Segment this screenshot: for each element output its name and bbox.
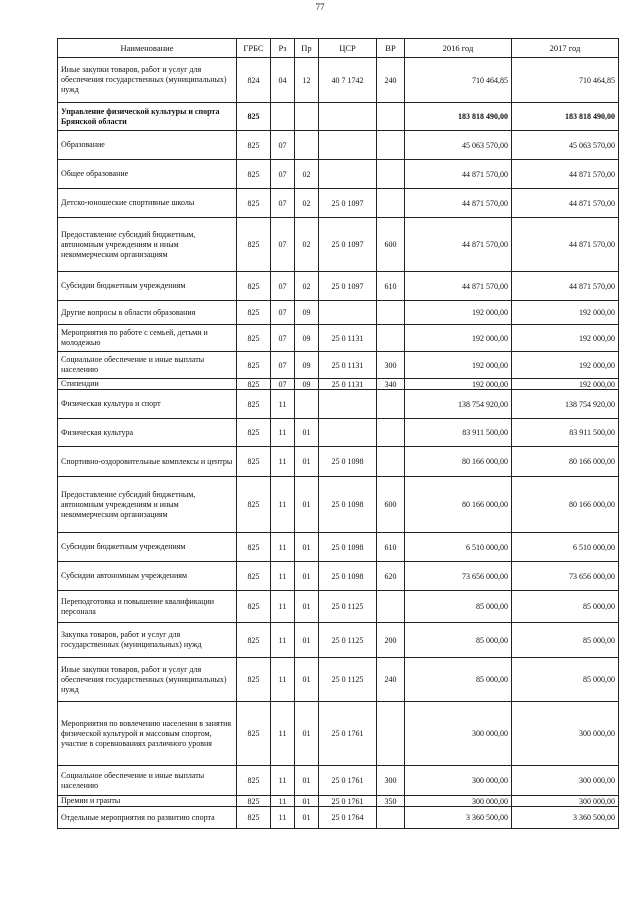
row-csr-cell: 25 0 1125 — [319, 658, 377, 702]
row-2017-cell: 73 656 000,00 — [512, 562, 619, 591]
row-2017-cell: 85 000,00 — [512, 591, 619, 623]
row-grbs-cell: 825 — [237, 160, 271, 189]
row-vr-cell — [377, 702, 405, 766]
row-rz-cell: 11 — [271, 807, 295, 829]
row-pr-cell: 01 — [295, 766, 319, 796]
row-vr-cell: 600 — [377, 477, 405, 533]
row-pr-cell: 01 — [295, 807, 319, 829]
table-row — [58, 562, 619, 591]
table-row — [58, 807, 619, 829]
row-rz-cell: 07 — [271, 301, 295, 325]
row-2017-cell: 80 166 000,00 — [512, 477, 619, 533]
row-csr-cell: 25 0 1125 — [319, 591, 377, 623]
row-2016-cell: 300 000,00 — [405, 766, 512, 796]
table-row — [58, 477, 619, 533]
row-pr-cell: 01 — [295, 562, 319, 591]
row-name-cell: Субсидии бюджетным учреждениям — [58, 533, 237, 562]
row-rz-cell: 07 — [271, 160, 295, 189]
row-pr-cell: 01 — [295, 658, 319, 702]
row-grbs-cell: 825 — [237, 131, 271, 160]
row-rz-cell: 07 — [271, 352, 295, 379]
row-name-cell: Стипендии — [58, 379, 237, 390]
row-pr-cell: 01 — [295, 447, 319, 477]
row-vr-cell — [377, 419, 405, 447]
table-row — [58, 103, 619, 131]
row-2016-cell: 183 818 490,00 — [405, 103, 512, 131]
table-row — [58, 533, 619, 562]
row-pr-cell: 02 — [295, 272, 319, 301]
budget-table — [57, 38, 619, 829]
row-vr-cell: 300 — [377, 766, 405, 796]
row-name-cell: Общее образование — [58, 160, 237, 189]
row-2017-cell: 80 166 000,00 — [512, 447, 619, 477]
row-pr-cell: 02 — [295, 160, 319, 189]
row-grbs-cell: 825 — [237, 103, 271, 131]
row-vr-cell — [377, 189, 405, 218]
row-2016-cell: 192 000,00 — [405, 301, 512, 325]
row-name-cell: Иные закупки товаров, работ и услуг для обеспечения государственных (муниципальных) нужд — [58, 658, 237, 702]
row-2017-cell: 183 818 490,00 — [512, 103, 619, 131]
row-grbs-cell: 825 — [237, 379, 271, 390]
row-grbs-cell: 825 — [237, 218, 271, 272]
row-vr-cell — [377, 807, 405, 829]
row-rz-cell: 11 — [271, 591, 295, 623]
row-vr-cell — [377, 591, 405, 623]
row-vr-cell: 300 — [377, 352, 405, 379]
row-pr-cell: 01 — [295, 702, 319, 766]
row-grbs-cell: 825 — [237, 390, 271, 419]
row-2016-cell: 85 000,00 — [405, 623, 512, 658]
table-row — [58, 623, 619, 658]
row-2016-cell: 44 871 570,00 — [405, 272, 512, 301]
row-grbs-cell: 825 — [237, 447, 271, 477]
row-2016-cell: 138 754 920,00 — [405, 390, 512, 419]
row-csr-cell: 25 0 1764 — [319, 807, 377, 829]
row-vr-cell: 610 — [377, 533, 405, 562]
row-rz-cell: 07 — [271, 218, 295, 272]
row-name-cell: Субсидии автономным учреждениям — [58, 562, 237, 591]
row-2017-cell: 85 000,00 — [512, 623, 619, 658]
row-name-cell: Социальное обеспечение и иные выплаты населению — [58, 352, 237, 379]
row-pr-cell: 01 — [295, 419, 319, 447]
row-pr-cell — [295, 131, 319, 160]
row-csr-cell: 25 0 1125 — [319, 623, 377, 658]
row-rz-cell: 07 — [271, 379, 295, 390]
row-vr-cell: 610 — [377, 272, 405, 301]
row-grbs-cell: 825 — [237, 702, 271, 766]
row-name-cell: Физическая культура и спорт — [58, 390, 237, 419]
row-vr-cell — [377, 301, 405, 325]
row-rz-cell: 04 — [271, 58, 295, 103]
row-2017-cell: 192 000,00 — [512, 352, 619, 379]
row-rz-cell: 11 — [271, 658, 295, 702]
header-pr: Пр — [295, 39, 319, 58]
row-vr-cell: 200 — [377, 623, 405, 658]
row-2017-cell: 44 871 570,00 — [512, 189, 619, 218]
row-2017-cell: 45 063 570,00 — [512, 131, 619, 160]
row-pr-cell: 09 — [295, 379, 319, 390]
row-2016-cell: 710 464,85 — [405, 58, 512, 103]
row-pr-cell: 01 — [295, 533, 319, 562]
row-name-cell: Мероприятия по работе с семьей, детьми и молодежью — [58, 325, 237, 352]
row-grbs-cell: 825 — [237, 189, 271, 218]
row-name-cell: Иные закупки товаров, работ и услуг для обеспечения государственных (муниципальных) нужд — [58, 58, 237, 103]
row-name-cell: Переподготовка и повышение квалификации персонала — [58, 591, 237, 623]
table-header-row — [58, 39, 619, 58]
row-rz-cell: 11 — [271, 533, 295, 562]
row-grbs-cell: 824 — [237, 58, 271, 103]
row-2017-cell: 85 000,00 — [512, 658, 619, 702]
row-name-cell: Физическая культура — [58, 419, 237, 447]
row-2017-cell: 44 871 570,00 — [512, 218, 619, 272]
row-grbs-cell: 825 — [237, 272, 271, 301]
row-rz-cell: 11 — [271, 419, 295, 447]
row-name-cell: Социальное обеспечение и иные выплаты населению — [58, 766, 237, 796]
row-pr-cell: 01 — [295, 796, 319, 807]
row-2016-cell: 300 000,00 — [405, 702, 512, 766]
row-csr-cell: 25 0 1761 — [319, 766, 377, 796]
row-name-cell: Управление физической культуры и спорта Брянской области — [58, 103, 237, 131]
row-grbs-cell: 825 — [237, 623, 271, 658]
header-2017: 2017 год — [512, 39, 619, 58]
row-rz-cell: 07 — [271, 131, 295, 160]
page-number: 77 — [315, 2, 325, 12]
table-row — [58, 352, 619, 379]
row-name-cell: Другие вопросы в области образования — [58, 301, 237, 325]
row-csr-cell: 25 0 1761 — [319, 796, 377, 807]
table-row — [58, 702, 619, 766]
row-2016-cell: 85 000,00 — [405, 591, 512, 623]
row-rz-cell: 11 — [271, 766, 295, 796]
row-csr-cell: 25 0 1761 — [319, 702, 377, 766]
table-row — [58, 591, 619, 623]
row-csr-cell — [319, 131, 377, 160]
row-grbs-cell: 825 — [237, 352, 271, 379]
row-2016-cell: 192 000,00 — [405, 379, 512, 390]
row-pr-cell: 02 — [295, 189, 319, 218]
header-2016: 2016 год — [405, 39, 512, 58]
table-row — [58, 301, 619, 325]
table-row — [58, 766, 619, 796]
row-rz-cell: 11 — [271, 447, 295, 477]
row-2017-cell: 192 000,00 — [512, 325, 619, 352]
table-row — [58, 58, 619, 103]
row-pr-cell — [295, 390, 319, 419]
row-pr-cell: 01 — [295, 477, 319, 533]
row-2017-cell: 192 000,00 — [512, 379, 619, 390]
table-row — [58, 419, 619, 447]
row-2016-cell: 192 000,00 — [405, 325, 512, 352]
row-csr-cell: 25 0 1097 — [319, 272, 377, 301]
row-name-cell: Закупка товаров, работ и услуг для государственных (муниципальных) нужд — [58, 623, 237, 658]
row-grbs-cell: 825 — [237, 807, 271, 829]
row-rz-cell: 11 — [271, 562, 295, 591]
table-row — [58, 658, 619, 702]
row-csr-cell — [319, 160, 377, 189]
row-csr-cell: 25 0 1098 — [319, 447, 377, 477]
row-rz-cell: 07 — [271, 272, 295, 301]
row-2016-cell: 80 166 000,00 — [405, 447, 512, 477]
row-rz-cell: 11 — [271, 702, 295, 766]
row-csr-cell: 40 7 1742 — [319, 58, 377, 103]
header-rz: Рз — [271, 39, 295, 58]
row-grbs-cell: 825 — [237, 796, 271, 807]
row-pr-cell: 12 — [295, 58, 319, 103]
row-pr-cell: 09 — [295, 352, 319, 379]
row-csr-cell — [319, 390, 377, 419]
row-2017-cell: 300 000,00 — [512, 796, 619, 807]
row-name-cell: Субсидии бюджетным учреждениям — [58, 272, 237, 301]
table-row — [58, 390, 619, 419]
row-rz-cell: 11 — [271, 796, 295, 807]
table-row — [58, 379, 619, 390]
row-csr-cell: 25 0 1097 — [319, 218, 377, 272]
row-csr-cell: 25 0 1131 — [319, 352, 377, 379]
table-row — [58, 189, 619, 218]
row-vr-cell: 620 — [377, 562, 405, 591]
row-2016-cell: 3 360 500,00 — [405, 807, 512, 829]
header-name: Наименование — [58, 39, 237, 58]
row-pr-cell — [295, 103, 319, 131]
row-vr-cell: 600 — [377, 218, 405, 272]
row-2017-cell: 300 000,00 — [512, 702, 619, 766]
header-grbs: ГРБС — [237, 39, 271, 58]
header-csr: ЦСР — [319, 39, 377, 58]
row-grbs-cell: 825 — [237, 562, 271, 591]
row-grbs-cell: 825 — [237, 477, 271, 533]
row-vr-cell — [377, 160, 405, 189]
row-2017-cell: 44 871 570,00 — [512, 272, 619, 301]
row-grbs-cell: 825 — [237, 591, 271, 623]
table-row — [58, 796, 619, 807]
row-rz-cell: 07 — [271, 325, 295, 352]
table-row — [58, 272, 619, 301]
row-pr-cell: 01 — [295, 591, 319, 623]
row-2016-cell: 45 063 570,00 — [405, 131, 512, 160]
row-pr-cell: 01 — [295, 623, 319, 658]
row-csr-cell — [319, 419, 377, 447]
row-name-cell: Мероприятия по вовлечению населения в занятия физической культурой и массовым спортом, участие в соревнованиях различного уровня — [58, 702, 237, 766]
row-rz-cell: 07 — [271, 189, 295, 218]
row-csr-cell — [319, 103, 377, 131]
row-2017-cell: 83 911 500,00 — [512, 419, 619, 447]
row-2017-cell: 300 000,00 — [512, 766, 619, 796]
row-2016-cell: 85 000,00 — [405, 658, 512, 702]
row-vr-cell: 240 — [377, 58, 405, 103]
table-row — [58, 160, 619, 189]
row-2017-cell: 138 754 920,00 — [512, 390, 619, 419]
row-2016-cell: 80 166 000,00 — [405, 477, 512, 533]
row-rz-cell: 11 — [271, 477, 295, 533]
row-name-cell: Премии и гранты — [58, 796, 237, 807]
row-2017-cell: 710 464,85 — [512, 58, 619, 103]
row-csr-cell — [319, 301, 377, 325]
row-2016-cell: 44 871 570,00 — [405, 218, 512, 272]
row-grbs-cell: 825 — [237, 301, 271, 325]
row-csr-cell: 25 0 1131 — [319, 325, 377, 352]
table-row — [58, 131, 619, 160]
row-name-cell: Отдельные мероприятия по развитию спорта — [58, 807, 237, 829]
row-rz-cell: 11 — [271, 390, 295, 419]
row-2017-cell: 3 360 500,00 — [512, 807, 619, 829]
row-name-cell: Предоставление субсидий бюджетным, автономным учреждениям и иным некоммерческим организациям — [58, 218, 237, 272]
table-row — [58, 447, 619, 477]
row-name-cell: Предоставление субсидий бюджетным, автономным учреждениям и иным некоммерческим организациям — [58, 477, 237, 533]
header-vr: ВР — [377, 39, 405, 58]
row-name-cell: Спортивно-оздоровительные комплексы и центры — [58, 447, 237, 477]
row-2016-cell: 44 871 570,00 — [405, 160, 512, 189]
table-row — [58, 218, 619, 272]
row-2016-cell: 44 871 570,00 — [405, 189, 512, 218]
row-pr-cell: 09 — [295, 301, 319, 325]
row-name-cell: Образование — [58, 131, 237, 160]
row-2017-cell: 192 000,00 — [512, 301, 619, 325]
row-2016-cell: 73 656 000,00 — [405, 562, 512, 591]
row-2017-cell: 44 871 570,00 — [512, 160, 619, 189]
row-grbs-cell: 825 — [237, 325, 271, 352]
row-rz-cell — [271, 103, 295, 131]
row-2016-cell: 192 000,00 — [405, 352, 512, 379]
row-grbs-cell: 825 — [237, 766, 271, 796]
row-vr-cell — [377, 103, 405, 131]
table-row — [58, 325, 619, 352]
row-grbs-cell: 825 — [237, 533, 271, 562]
row-csr-cell: 25 0 1098 — [319, 533, 377, 562]
row-vr-cell: 340 — [377, 379, 405, 390]
row-grbs-cell: 825 — [237, 419, 271, 447]
row-pr-cell: 02 — [295, 218, 319, 272]
row-vr-cell: 240 — [377, 658, 405, 702]
row-vr-cell: 350 — [377, 796, 405, 807]
row-csr-cell: 25 0 1098 — [319, 477, 377, 533]
row-csr-cell: 25 0 1131 — [319, 379, 377, 390]
row-2017-cell: 6 510 000,00 — [512, 533, 619, 562]
row-pr-cell: 09 — [295, 325, 319, 352]
row-csr-cell: 25 0 1097 — [319, 189, 377, 218]
row-csr-cell: 25 0 1098 — [319, 562, 377, 591]
row-2016-cell: 6 510 000,00 — [405, 533, 512, 562]
row-grbs-cell: 825 — [237, 658, 271, 702]
row-vr-cell — [377, 447, 405, 477]
row-2016-cell: 83 911 500,00 — [405, 419, 512, 447]
row-vr-cell — [377, 325, 405, 352]
row-2016-cell: 300 000,00 — [405, 796, 512, 807]
row-rz-cell: 11 — [271, 623, 295, 658]
row-vr-cell — [377, 131, 405, 160]
row-vr-cell — [377, 390, 405, 419]
row-name-cell: Детско-юношеские спортивные школы — [58, 189, 237, 218]
